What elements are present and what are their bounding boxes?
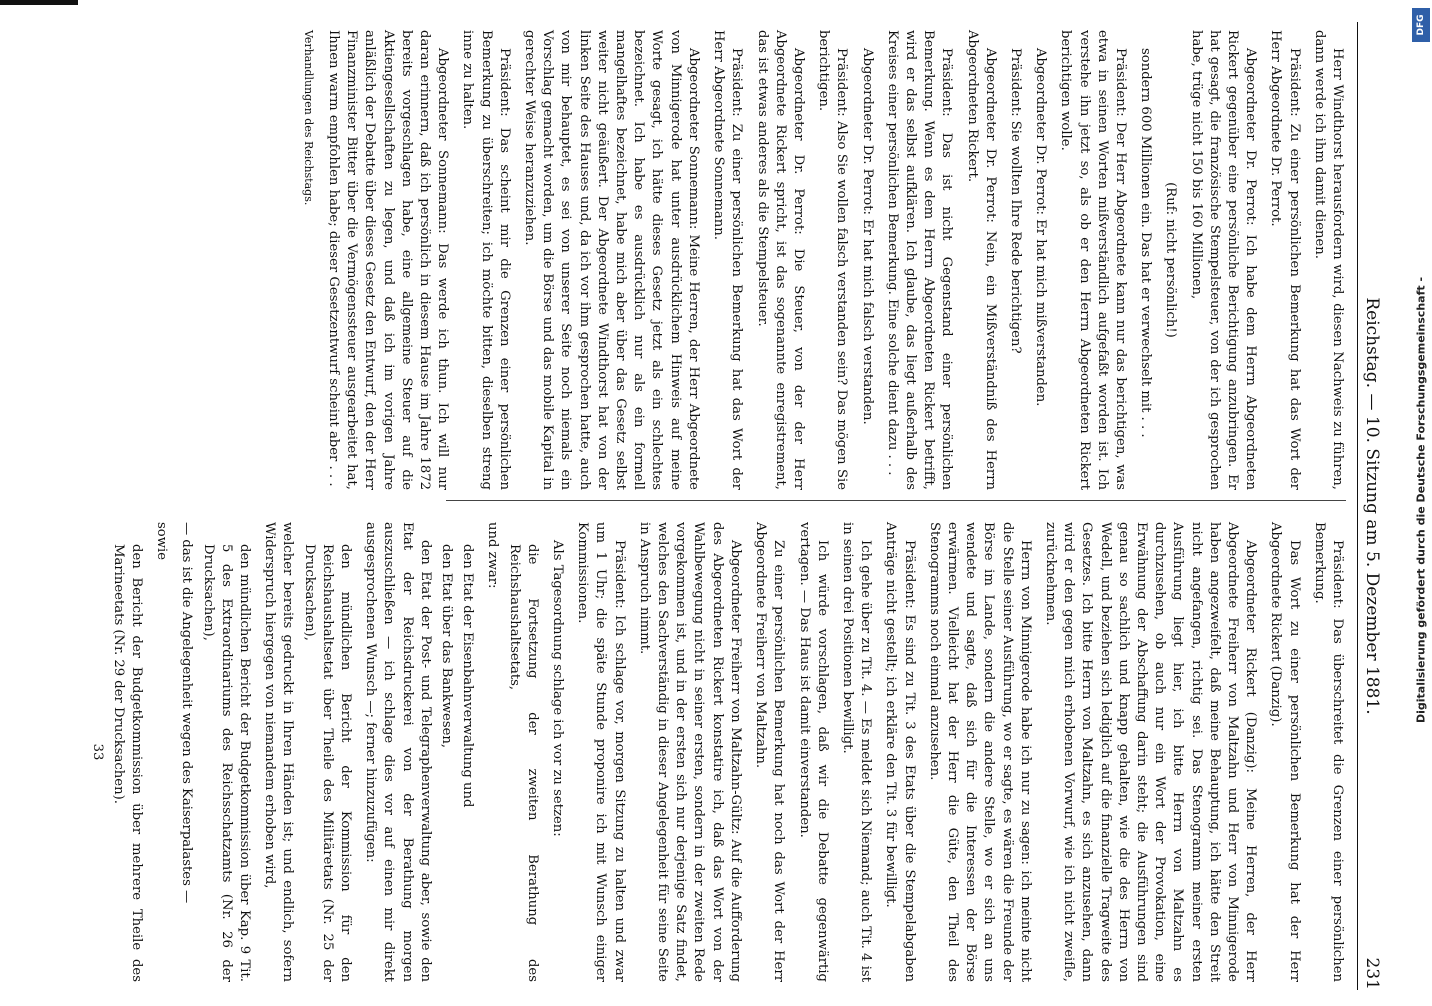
paragraph: Herrn von Minnigerode habe ich nur zu sagen: ich meinte nicht die Stelle seiner Ausführung, wo er sagte, es wären die Freunde der Börse im Lande, sondern die andere Stelle, wo er sich an uns wendete und sagte, daß sich für die Interessen der Börse erwärmen. Vielleicht hat der Herr die Güte, den Theil des Stenogramms noch einmal anzusehen. <box>926 522 1033 982</box>
running-head: Reichstag. — 10. Sitzung am 5. Dezember 1881. <box>1362 297 1382 715</box>
paragraph: Ich würde vorschlagen, daß wir die Debatte gegenwärtig vertagen. — Das Haus ist damit einverstanden. <box>796 522 830 982</box>
paragraph: Abgeordneter Rickert (Danzig): Meine Herren, der Herr Abgeordnete Freiherr von Maltzahn und Herr von Minnigerode haben angezweifelt, daß meine Behauptung, ich hätte den Streit nicht angefangen, richtig sei. Das Stenogramm meiner ersten Ausführung liegt hier, ich bitte Herrn von Maltzahn es durchzusehen, ob auch nur ein Wort der Provokation, eine Erwähnung der Abschaffung darin steht; die Ausführungen sind genau so sachlich und knapp gehalten, wie die des Herrn von Wedell, und beziehen sich lediglich auf die finanzielle Tragweite des Gesetzes. Ich bitte Herrn von Maltzahn, es sich anzusehen, dann wird er den gegen mich erhobenen Vorwurf, wie ich nicht zweifle, zurücknehmen. <box>1042 522 1259 982</box>
agenda-item: die Fortsetzung der zweiten Berathung des Reichshaushaltsetats, <box>506 544 540 982</box>
paragraph: Präsident: Ich schlage vor, morgen Sitzung zu halten und zwar um 1 Uhr; die späte Stunde proponire ich mit Wunsch einiger Kommissionen. <box>575 522 627 982</box>
paragraph: Abgeordneter Freiherr von Maltzahn-Gültz: Auf die Aufforderung des Abgeordneten Rickert konstatire ich, daß das Wort von der Wahlbewegung nicht in seiner ersten, sondern in der zweiten Rede vorgekommen ist, und in der ersten sich nur derjenige Satz findet, welches den Sachverständig in dieser Angelegenheit für seine Seite in Anspruch nimmt. <box>636 522 743 982</box>
paragraph: Als Tagesordnung schlage ich vor zu setzen: <box>550 540 566 837</box>
paragraph: Zu einer persönlichen Bemerkung hat noch das Wort der Herr Abgeordnete Freiherr von Maltzahn. <box>753 522 787 982</box>
paragraph: — das ist die Angelegenheit wegen des Kaiserpalastes — <box>179 522 195 904</box>
paragraph: Präsident: Das scheint mir die Grenzen einer persönlichen Bemerkung zu überschreiten; ich möchte bitten, dieselben streng inne zu halten. <box>460 30 512 490</box>
top-edge-bar <box>0 0 78 5</box>
scanned-page <box>30 6 1390 1006</box>
paragraph: Herr Windthorst herausfordern wird, diesen Nachweis zu führen, dann werde ich ihm damit dienen. <box>1311 30 1345 490</box>
paragraph: Abgeordneter Dr. Perrot: Ich habe dem Herrn Abgeordneten Rickert gegenüber eine persönliche Berichtigung anzubringen. Er hat gesagt, die französische Stempelsteuer, von der ich gesprochen habe, trüge nicht 150 bis 160 Millionen, <box>1188 30 1259 490</box>
paragraph: Präsident: Also Sie wollen falsch verstanden sein? Das mögen Sie berichtigen. <box>816 30 850 490</box>
paragraph: Präsident: Der Herr Abgeordnete kann nur das berichtigen, was etwa in seinen Worten mißverständlich aufgefaßt worden ist. Ich verstehe ihn jetzt so, als ob er den Herrn Abgeordneten Rickert berichtigen wolle. <box>1058 30 1128 490</box>
paragraph: Präsident: Sie wollten Ihre Rede berichtigen? <box>1007 48 1023 354</box>
paragraph: Das Wort zu einer persönlichen Bemerkung hat der Herr Abgeordnete Rickert (Danzig). <box>1268 522 1302 982</box>
footer-note: Verhandlungen des Reichstags. <box>301 30 315 206</box>
agenda-item: den mündlichen Bericht der Kommission für den Reichshaushaltsetat über Theile des Militäretats (Nr. 25 der Drucksachen), <box>301 544 354 982</box>
paragraph: Abgeordneter Sonnemann: Das werde ich thun. Ich will nur daran erinnern, daß ich persönlich in diesem Hause im Jahre 1872 bereits vorgeschlagen habe, eine allgemeine Steuer auf die Aktiengesellschaften zu legen, und daß ich im vorigen Jahre anläßlich der Debatte über dieses Gesetz den Entwurf, den der Herr Finanzminister Bitter über die Vermögenssteuer ausgearbeitet hat, Ihnen warm empfohlen habe; dieser Gesetzentwurf scheint aber . . . <box>326 30 451 490</box>
interjection: (Ruf: nicht persönlich!) <box>1163 182 1179 338</box>
signature-mark: 33 <box>89 743 105 761</box>
agenda-item: den mündlichen Bericht der Budgetkommission über Kap. 9 Tit. 5 des Extraordinariums des Reichsschatzamts (Nr. 26 der Drucksachen), <box>200 544 253 982</box>
paragraph: Ich gehe über zu Tit. 4. — Es meldet sich Niemand; auch Tit. 4 ist in seinen drei Positionen bewilligt. <box>839 522 874 982</box>
paragraph: Präsident: Zu einer persönlichen Bemerkung hat das Wort der Herr Abgeordnete Sonnemann. <box>711 30 745 490</box>
right-column <box>80 522 1346 982</box>
page-number: 231 <box>1362 957 1382 990</box>
paragraph: Abgeordneter Dr. Perrot: Nein, ein Mißverständniß des Herrn Abgeordneten Rickert. <box>964 30 998 490</box>
digitization-credit-bar <box>1410 0 1432 1000</box>
paragraph: Präsident: Das ist nicht Gegenstand einer persönlichen Bemerkung. Wenn es dem Herrn Abgeordneten Rickert betrifft, wird er das selbst aufklären. Ich glaube, das liegt außerhalb des Kreises einer persönlichen Bemerkung. Eine solche dient dazu . . . <box>884 30 955 490</box>
paragraph: Abgeordneter Sonnemann: Meine Herren, der Herr Abgeordnete von Minnigerode hat unter ausdrücklichem Hinweis auf meine Worte gesagt, ich hätte dieses Gesetz jetzt als ein schlechtes bezeichnet. Ich habe es ausdrücklich nur als ein formell mangelhaftes bezeichnet, habe mich aber über das Gesetz selbst weiter nicht geäußert. Der Abgeordnete Windthorst hat von der linken Seite des Hauses und, da ich vor ihm gesprochen hatte, auch von mir behauptet, es sei von unserer Seite noch niemals ein Vorschlag gemacht worden, um die Börse und das mobile Kapital in gerechter Weise heranzuziehen. <box>522 30 701 490</box>
page-header <box>1357 22 1390 990</box>
digitization-credit-text: Digitalisierung gefördert durch die Deutsche Forschungsgemeinschaft - <box>1414 276 1428 724</box>
paragraph: Präsident: Zu einer persönlichen Bemerkung hat das Wort der Herr Abgeordnete Dr. Perrot. <box>1268 30 1302 490</box>
paragraph: sondern 600 Millionen ein. Das hat er verwechselt mit . . . <box>1138 48 1154 438</box>
paragraph: Präsident: Das überschreitet die Grenzen einer persönlichen Bemerkung. <box>1311 522 1345 982</box>
paragraph: welcher bereits gedruckt in Ihren Händen ist; und endlich, sofern Widerspruch hiergegen von niemandem erhoben wird, <box>262 522 296 982</box>
paragraph: Präsident: Es sind zu Tit. 3 des Etats über die Stempelabgaben Anträge nicht gestellt; ich erkläre den Tit. 3 für bewilligt. <box>883 522 917 982</box>
left-column <box>292 30 1346 490</box>
paragraph: und zwar: <box>485 522 501 589</box>
paragraph: den Etat der Post- und Telegraphenverwaltung aber, sowie den Etat der Reichsdruckerei von der Berathung morgen auszuschließen — ich schlage dies vor auf einen mir direkt ausgesprochenen Wunsch —; ferner hinzuzufügen: <box>363 522 433 982</box>
agenda-item: den Bericht der Budgetkommission über mehrere Theile des Marineetats (Nr. 29 der Drucksachen). <box>110 544 145 982</box>
paragraph: Abgeordneter Dr. Perrot: Die Steuer, von der der Herr Abgeordnete Rickert spricht, ist das sogenannte enregistrement, das ist etwas anderes als die Stempelsteuer. <box>754 30 806 490</box>
agenda-item: den Etat der Eisenbahnverwaltung und <box>460 544 476 808</box>
dfg-logo: DFG <box>1412 8 1430 42</box>
agenda-item: den Etat über das Bankwesen, <box>439 544 455 749</box>
paragraph: Abgeordneter Dr. Perrot: Er hat mich falsch verstanden. <box>859 48 875 425</box>
paragraph: sowie <box>154 522 170 561</box>
column-divider <box>446 500 1346 501</box>
paragraph: Abgeordneter Dr. Perrot: Er hat mich mißverstanden. <box>1033 48 1049 407</box>
